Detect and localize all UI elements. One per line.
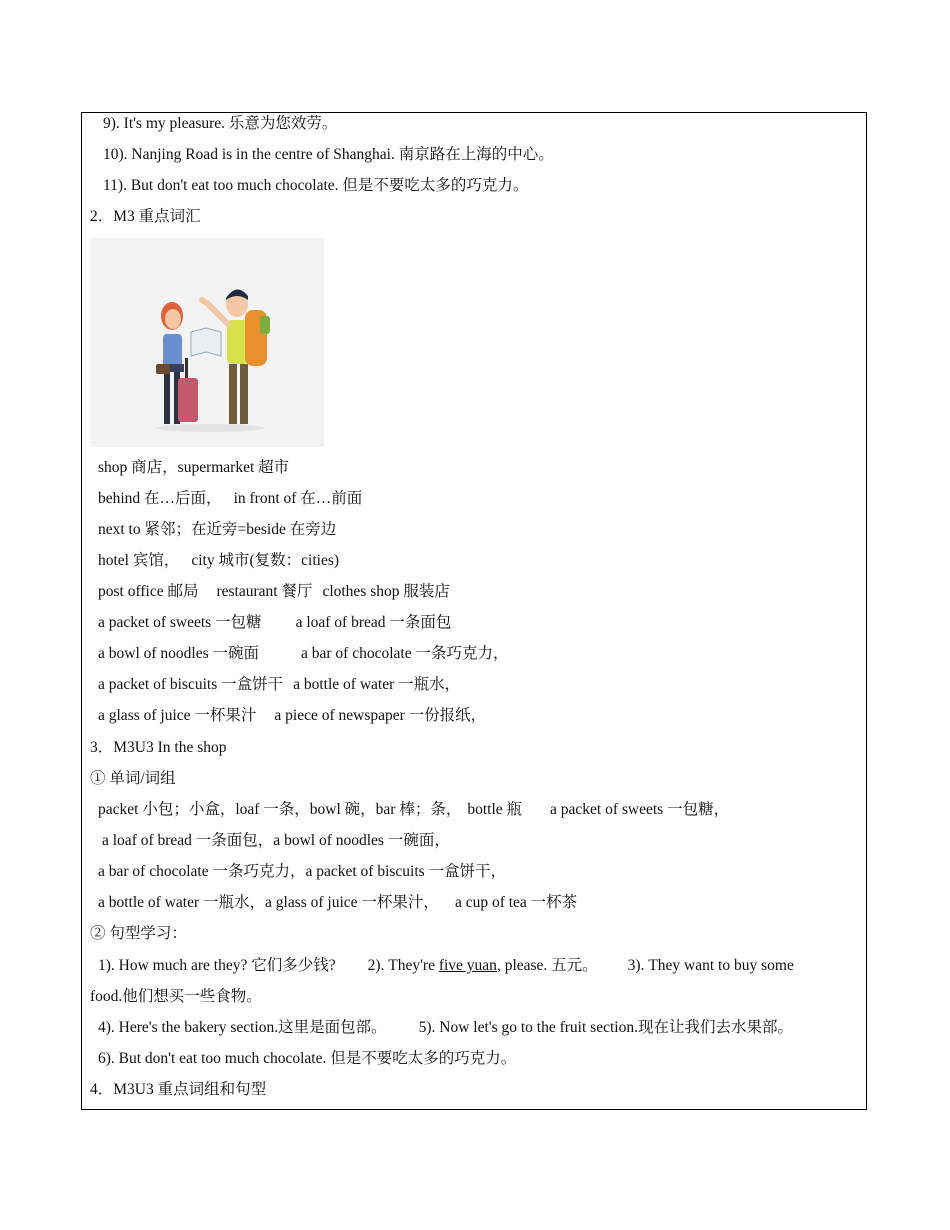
vocab-line-8: [98, 675, 460, 695]
vocab-restaurant: restaurant 餐厅: [216, 583, 313, 600]
sentence-10: 10). Nanjing Road is in the centre of Shanghai. 南京路在上海的中心。: [103, 146, 554, 163]
words-packet-loaf-bowl-bar: packet 小包；小盒，loaf 一条，bowl 碗，bar 棒；条，: [98, 801, 462, 818]
vocab-hotel: hotel 宾馆，: [98, 552, 180, 569]
words-line-4: [98, 893, 577, 913]
vocab-post-office: post office 邮局: [98, 583, 199, 600]
vocab-loaf-bread: a loaf of bread 一条面包: [295, 614, 452, 631]
words-bottle-glass: a bottle of water 一瓶水，a glass of juice 一杯果汁，: [98, 894, 439, 911]
pattern-five-yuan: 2). They're five yuan, please. 五元。: [367, 957, 598, 974]
vocab-piece-newspaper: a piece of newspaper 一份报纸，: [274, 707, 487, 724]
vocab-bowl-noodles: a bowl of noodles 一碗面: [98, 645, 260, 662]
sentence-11: 11). But don't eat too much chocolate. 但是不要吃太多的巧克力。: [103, 177, 529, 194]
words-line-1: [98, 800, 729, 820]
travelers-illustration: [90, 238, 324, 447]
vocab-bottle-water: a bottle of water 一瓶水，: [293, 676, 461, 693]
words-bottle: bottle 瓶: [467, 801, 523, 818]
pattern-line-1-continued: food.他们想买一些食物。: [90, 988, 262, 1005]
vocab-packet-biscuits: a packet of biscuits 一盒饼干: [98, 676, 284, 693]
pattern-bakery: 4). Here's the bakery section.这里是面包部。: [98, 1019, 387, 1036]
pattern-how-much: 1). How much are they? 它们多少钱?: [98, 957, 336, 974]
words-line-3: a bar of chocolate 一条巧克力，a packet of biscuits 一盒饼干，: [98, 863, 507, 880]
words-line-2: a loaf of bread 一条面包，a bowl of noodles 一碗面，: [102, 832, 450, 849]
words-cup-tea: a cup of tea 一杯茶: [454, 894, 578, 911]
vocab-behind: behind 在…后面，: [98, 490, 222, 507]
vocab-in-front-of: in front of 在…前面: [233, 490, 363, 507]
pattern-line-3: 6). But don't eat too much chocolate. 但是不要吃太多的巧克力。: [98, 1050, 517, 1067]
underlined-five-yuan: five yuan: [438, 957, 497, 974]
pattern-want-to-buy: 3). They want to buy some: [627, 957, 794, 974]
vocab-bar-chocolate: a bar of chocolate 一条巧克力，: [301, 645, 509, 662]
vocab-line-7: [98, 644, 508, 664]
sentence-9: 9). It's my pleasure. 乐意为您效劳。: [103, 115, 338, 132]
travelers-picture: [90, 238, 324, 447]
vocab-line-1: shop 商店，supermarket 超市: [98, 459, 290, 476]
vocab-glass-juice: a glass of juice 一杯果汁: [98, 707, 257, 724]
pattern-fruit-section: 5). Now let's go to the fruit section.现在让我们去水果部。: [418, 1019, 793, 1036]
content-box: [81, 112, 867, 1110]
vocab-line-5: [98, 582, 450, 602]
words-subheading: ① 单词/词组: [90, 770, 176, 787]
section-3-heading: 3．M3U3 In the shop: [90, 739, 227, 756]
vocab-line-2: [98, 489, 362, 509]
vocab-line-9: [98, 706, 486, 726]
vocab-line-6: [98, 613, 451, 633]
patterns-subheading: ② 句型学习：: [90, 925, 187, 942]
vocab-line-4: [98, 551, 339, 571]
words-packet-sweets: a packet of sweets 一包糖，: [550, 801, 730, 818]
vocab-clothes-shop: clothes shop 服装店: [322, 583, 450, 600]
vocab-packet-sweets: a packet of sweets 一包糖: [98, 614, 262, 631]
vocab-city: city 城市(复数：cities): [191, 552, 340, 569]
pattern-line-2: [98, 1018, 793, 1038]
section-2-heading: 2．M3 重点词汇: [90, 208, 201, 225]
section-4-heading: 4．M3U3 重点词组和句型: [90, 1081, 267, 1098]
pattern-line-1: [98, 956, 794, 976]
vocab-line-3: next to 紧邻；在近旁=beside 在旁边: [98, 521, 337, 538]
